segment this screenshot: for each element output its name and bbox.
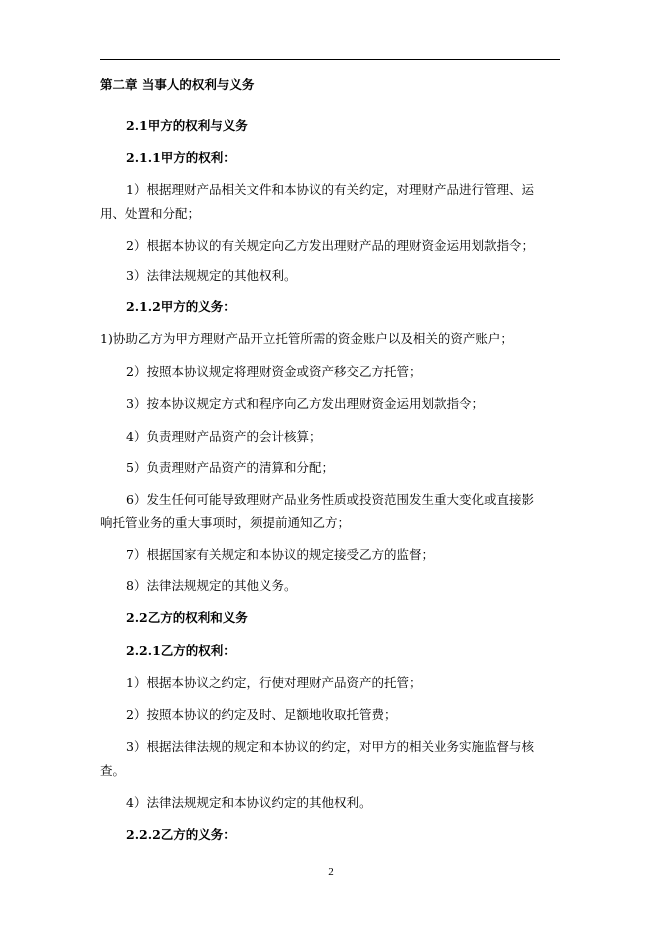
subsection-title: 2.1.2甲方的义务： xyxy=(126,299,236,314)
list-item: 1)协助乙方为甲方理财产品开立托管所需的资金账户以及相关的资产账户； xyxy=(100,331,513,346)
list-item: 3）按本协议规定方式和程序向乙方发出理财资金运用划款指令； xyxy=(126,396,484,411)
list-item: 2）根据本协议的有关规定向乙方发出理财产品的理财资金运用划款指令； xyxy=(126,238,534,253)
list-item: 8）法律法规规定的其他义务。 xyxy=(126,578,297,593)
subsection-title: 2.1.1甲方的权利： xyxy=(126,150,236,165)
list-item-continuation: 响托管业务的重大事项时，须提前通知乙方； xyxy=(100,515,351,530)
list-item: 4）负责理财产品资产的会计核算； xyxy=(126,429,322,444)
list-item: 1）根据理财产品相关文件和本协议的有关约定，对理财产品进行管理、运 xyxy=(126,182,534,197)
page-number: 2 xyxy=(328,866,334,878)
list-item: 7）根据国家有关规定和本协议的规定接受乙方的监督； xyxy=(126,547,434,562)
section-title: 2.2乙方的权利和义务 xyxy=(126,610,248,625)
list-item: 5）负责理财产品资产的清算和分配； xyxy=(126,460,334,475)
section-title: 2.1甲方的权利与义务 xyxy=(126,118,248,133)
header-rule xyxy=(100,59,560,60)
list-item: 3）法律法规规定的其他权利。 xyxy=(126,268,297,283)
list-item: 3）根据法律法规的规定和本协议的约定，对甲方的相关业务实施监督与核 xyxy=(126,739,534,754)
subsection-title: 2.2.2乙方的义务： xyxy=(126,827,236,842)
list-item: 2）按照本协议的约定及时、足额地收取托管费； xyxy=(126,707,397,722)
subsection-title: 2.2.1乙方的权利： xyxy=(126,643,236,658)
list-item-continuation: 查。 xyxy=(100,763,126,778)
chapter-title: 第二章 当事人的权利与义务 xyxy=(100,77,255,92)
list-item: 4）法律法规规定和本协议约定的其他权利。 xyxy=(126,795,372,810)
list-item-continuation: 用、处置和分配； xyxy=(100,206,201,221)
list-item: 6）发生任何可能导致理财产品业务性质或投资范围发生重大变化或直接影 xyxy=(126,492,534,507)
list-item: 1）根据本协议之约定，行使对理财产品资产的托管； xyxy=(126,675,422,690)
list-item: 2）按照本协议规定将理财资金或资产移交乙方托管； xyxy=(126,364,422,379)
